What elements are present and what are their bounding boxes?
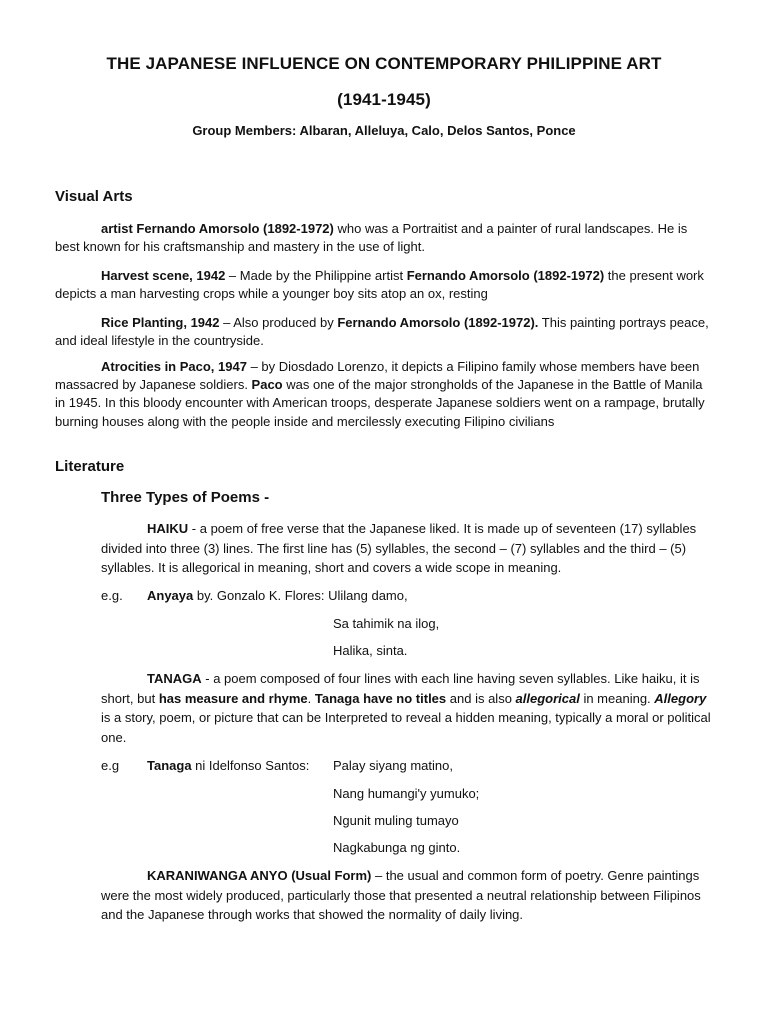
atrocities-text-1: – by Diosdado Lorenzo, it depicts a Filipino family whose members have been massacred by Japanese soldiers. (55, 359, 700, 393)
rice-text-1: – Also produced by (219, 315, 338, 330)
paragraph-amorsolo (55, 220, 715, 256)
haiku-example-author: by. Gonzalo K. Flores: Ulilang damo, (193, 588, 408, 603)
tanaga-example-line: Palay siyang matino, (333, 758, 453, 773)
paragraph-tanaga (101, 669, 711, 747)
group-members: Group Members: Albaran, Alleluya, Calo, Delos Santos, Ponce (192, 123, 576, 138)
tanaga-allegorical: allegorical (515, 690, 580, 706)
tanaga-example-line: Ngunit muling tumayo (333, 813, 459, 828)
rice-artist: Fernando Amorsolo (1892-1972). (337, 315, 539, 330)
section-heading-literature: Literature (55, 458, 125, 475)
tanaga-allegory: Allegory (654, 690, 707, 706)
tanaga-measure-rhyme: has measure and rhyme (158, 690, 308, 706)
tanaga-example-label: e.g (101, 758, 120, 773)
tanaga-example-line: Nang humangi'y yumuko; (333, 786, 480, 801)
haiku-example-line: Sa tahimik na ilog, (333, 616, 440, 631)
tanaga-no-titles: Tanaga have no titles (314, 690, 447, 706)
haiku-text: - a poem of free verse that the Japanese liked. It is made up of seventeen (17) syllables divided into three (3) lines. The first line has (5) syllables, the second – (7) syllables and the third – (5) syllables. It is allegorical in meaning, short and covers a wide scope in meaning. (101, 521, 697, 575)
amorsolo-text: who was a Portraitist and a painter of rural landscapes. He is best known for his craftsmanship and mastery in the use of light. (55, 221, 688, 255)
atrocities-paco: Paco (251, 377, 283, 393)
haiku-example-line: Halika, sinta. (333, 643, 408, 658)
tanaga-text-1: - a poem composed of four lines with each line having seven syllables. Like haiku, it is short, but (101, 671, 700, 706)
paragraph-harvest-scene (55, 267, 715, 303)
haiku-example-label: e.g. (101, 588, 123, 603)
paragraph-rice-planting (55, 314, 715, 350)
tanaga-text-2: . (307, 690, 315, 706)
paragraph-karaniwang-anyo (101, 866, 711, 925)
atrocities-text-2: was one of the major strongholds of the Japanese in the Battle of Manila in 1945. In this bloody encounter with American troops, desperate Japanese soldiers went on a rampage, brutally burning houses along with the people inside and mercilessly executing Filipino civilians (55, 377, 705, 429)
paragraph-atrocities-in-paco (55, 358, 715, 431)
karaniwang-term: KARANIWANGA ANYO (Usual Form) (147, 868, 372, 883)
section-heading-visual-arts: Visual Arts (55, 188, 133, 205)
harvest-title: Harvest scene, 1942 (101, 268, 226, 283)
tanaga-example-title: Tanaga (147, 758, 192, 773)
amorsolo-lead: artist Fernando Amorsolo (1892-1972) (101, 221, 334, 236)
atrocities-title: Atrocities in Paco, 1947 (101, 359, 247, 374)
tanaga-text-5: is a story, poem, or picture that can be Interpreted to reveal a hidden meaning, typically a moral or political one. (101, 710, 711, 745)
document-title: THE JAPANESE INFLUENCE ON CONTEMPORARY PHILIPPINE ART (106, 54, 662, 73)
subheading-three-types-of-poems: Three Types of Poems - (101, 489, 270, 506)
haiku-term: HAIKU (147, 521, 189, 536)
haiku-example-first-line (147, 588, 408, 603)
tanaga-text-4: in meaning. (579, 690, 655, 706)
tanaga-example-line: Nagkabunga ng ginto. (333, 840, 461, 855)
tanaga-term: TANAGA (147, 671, 202, 686)
karaniwang-text: – the usual and common form of poetry. Genre paintings were the most widely produced, particularly those that presented a neutral relationship between Filipinos and the Japanese through works that showed the normality of daily living. (101, 868, 701, 922)
haiku-example-title: Anyaya (147, 588, 194, 603)
tanaga-example-author: ni Idelfonso Santos: (191, 758, 310, 773)
tanaga-example-attribution (147, 758, 309, 773)
harvest-text-1: – Made by the Philippine artist (225, 268, 407, 283)
tanaga-text-3: and is also (446, 690, 516, 706)
document-title-years: (1941-1945) (337, 90, 431, 109)
harvest-text-2: the present work depicts a man harvesting crops while a younger boy sits atop an ox, resting (55, 268, 704, 302)
rice-text-2: This painting portrays peace, and ideal lifestyle in the countryside. (55, 315, 709, 349)
paragraph-haiku (101, 519, 711, 578)
rice-title: Rice Planting, 1942 (101, 315, 220, 330)
harvest-artist: Fernando Amorsolo (1892-1972) (406, 268, 605, 283)
